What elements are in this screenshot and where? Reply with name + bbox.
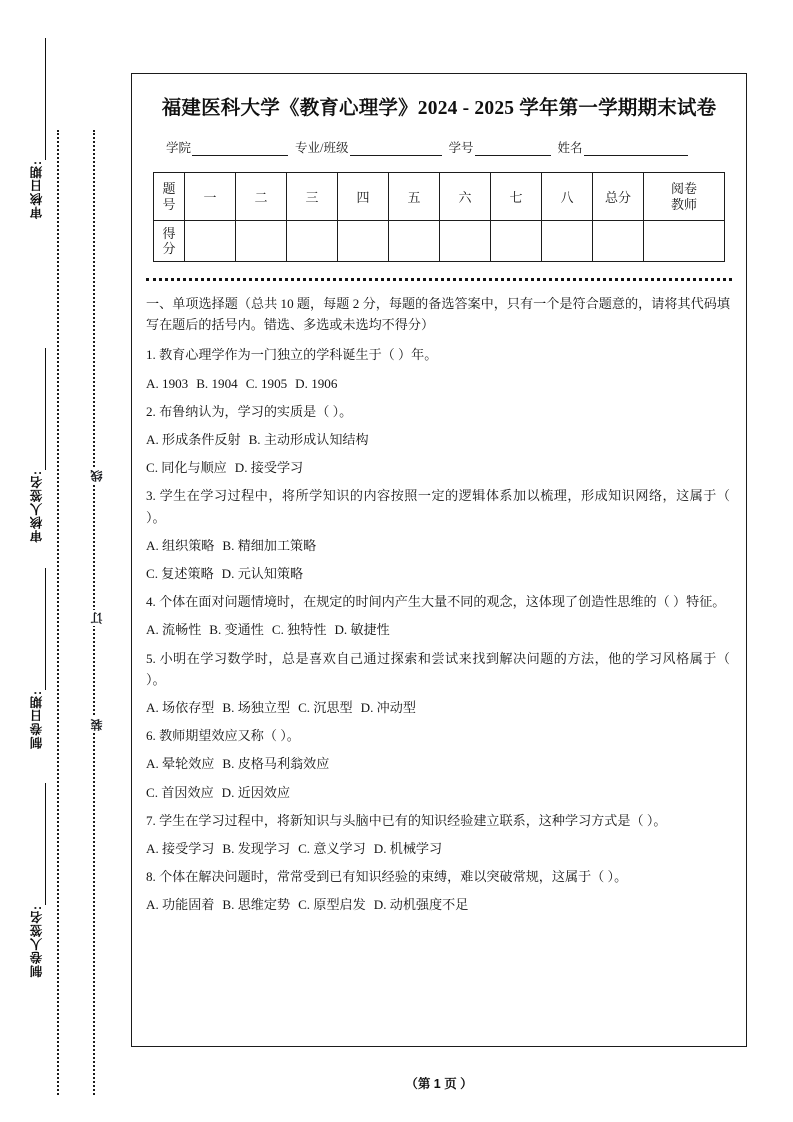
field-student-id — [449, 138, 551, 156]
option-choice[interactable] — [222, 785, 290, 800]
option-choice[interactable] — [146, 841, 214, 856]
option-text: 首因效应 — [161, 784, 214, 800]
score-table-col-2: 二 — [236, 173, 287, 221]
score-table-col-6: 六 — [440, 173, 491, 221]
score-table-row-label-questions — [154, 173, 185, 221]
field-student-name-input[interactable] — [584, 142, 688, 156]
option-text: 敏捷性 — [350, 622, 390, 638]
score-summary-table — [153, 172, 725, 262]
option-key: B. — [222, 897, 235, 913]
score-cell-1[interactable] — [185, 221, 236, 262]
table-row-scores — [154, 221, 725, 262]
field-college-label: 学院 — [166, 141, 192, 155]
option-text: 1903 — [162, 375, 189, 391]
option-text: 主动形成认知结构 — [263, 432, 369, 448]
option-choice[interactable] — [146, 622, 201, 637]
option-text: 形成条件反射 — [162, 432, 241, 448]
question-option-row — [146, 373, 730, 394]
option-text: 接受学习 — [162, 841, 215, 857]
option-text: 功能固着 — [162, 897, 215, 913]
option-key: B. — [196, 375, 209, 391]
score-cell-total[interactable] — [593, 221, 644, 262]
option-key: A. — [146, 897, 159, 913]
margin-label-4: 制卷人签名: — [30, 905, 44, 978]
score-cell-4[interactable] — [338, 221, 389, 262]
option-text: 原型启发 — [313, 897, 366, 913]
score-table-col-4: 四 — [338, 173, 389, 221]
score-table-col-5: 五 — [389, 173, 440, 221]
option-key: D. — [221, 784, 235, 800]
option-choice[interactable] — [222, 566, 303, 581]
option-key: D. — [234, 460, 248, 476]
option-key: B. — [209, 622, 222, 638]
option-text: 皮格马利翁效应 — [237, 756, 330, 772]
question-stem: 1. 教育心理学作为一门独立的学科诞生于（ ）年。 — [146, 347, 438, 363]
score-cell-7[interactable] — [491, 221, 542, 262]
option-key: D. — [221, 566, 235, 582]
margin-signature-rule-3 — [45, 568, 46, 690]
option-key: B. — [222, 537, 235, 553]
margin-signature-rule-2 — [45, 348, 46, 470]
option-text: 1906 — [311, 375, 338, 391]
option-key: C. — [298, 700, 311, 716]
question-option-row — [146, 429, 730, 450]
option-choice[interactable] — [246, 376, 287, 391]
option-choice[interactable] — [146, 460, 227, 475]
option-choice[interactable] — [146, 897, 214, 912]
option-key: C. — [245, 375, 258, 391]
question-option-row — [146, 753, 730, 774]
field-student-name — [558, 138, 688, 156]
fold-mark-char-3: 装 — [90, 719, 104, 731]
option-choice[interactable] — [374, 897, 469, 912]
option-text: 意义学习 — [313, 841, 366, 857]
option-text: 独特性 — [287, 622, 327, 638]
option-text: 机械学习 — [389, 841, 443, 857]
option-choice[interactable] — [272, 622, 327, 637]
binding-margin — [0, 0, 120, 1122]
option-key: B. — [222, 756, 235, 772]
option-choice[interactable] — [295, 376, 337, 391]
option-text: 组织策略 — [162, 537, 215, 553]
option-choice[interactable] — [146, 785, 214, 800]
option-text: 同化与顺应 — [161, 460, 227, 476]
option-text: 冲动型 — [376, 700, 416, 716]
option-text: 1904 — [211, 375, 238, 391]
option-choice[interactable] — [361, 700, 416, 715]
questions-container — [146, 344, 730, 915]
question-option-row — [146, 535, 730, 556]
option-key: A. — [146, 537, 159, 553]
option-choice[interactable] — [222, 897, 290, 912]
option-key: A. — [146, 375, 159, 391]
option-key: C. — [271, 622, 284, 638]
option-key: D. — [373, 897, 387, 913]
score-cell-marker[interactable] — [644, 221, 725, 262]
option-choice[interactable] — [222, 700, 290, 715]
option-choice[interactable] — [235, 460, 303, 475]
option-text: 场独立型 — [237, 700, 291, 716]
page-title: 福建医科大学《教育心理学》2024 - 2025 学年第一学期期末试卷 — [161, 98, 717, 119]
option-text: 接受学习 — [250, 460, 304, 476]
option-key: C. — [298, 841, 311, 857]
option-key: A. — [146, 841, 159, 857]
option-text: 复述策略 — [161, 566, 214, 582]
question-option-row — [146, 457, 730, 478]
marker-label-line1: 阅卷 — [670, 181, 697, 197]
question-option-row — [146, 782, 730, 803]
option-key: D. — [360, 700, 374, 716]
option-key: C. — [146, 566, 159, 582]
option-text: 场依存型 — [162, 700, 215, 716]
score-cell-6[interactable] — [440, 221, 491, 262]
option-choice[interactable] — [146, 432, 241, 447]
option-text: 发现学习 — [237, 841, 291, 857]
option-key: C. — [146, 784, 159, 800]
option-text: 近因效应 — [237, 784, 291, 800]
question-option-row — [146, 697, 730, 718]
margin-signature-rule-4 — [45, 783, 46, 905]
field-student-id-label: 学号 — [448, 141, 474, 155]
score-cell-5[interactable] — [389, 221, 440, 262]
option-key: B. — [222, 841, 235, 857]
option-choice[interactable] — [146, 376, 188, 391]
field-student-id-input[interactable] — [475, 142, 551, 156]
question-stem: 3. 学生在学习过程中，将所学知识的内容按照一定的逻辑体系加以梳理，形成知识网络，这属于（ ）。 — [146, 488, 730, 525]
question-stem: 4. 个体在面对问题情境时，在规定的时间内产生大量不同的观念，这体现了创造性思维的（ ）特征。 — [146, 594, 726, 610]
page-number-label: （第 1 页 ） — [405, 1077, 473, 1091]
option-text: 晕轮效应 — [162, 756, 215, 772]
option-key: A. — [146, 756, 159, 772]
field-college — [166, 138, 288, 156]
option-key: D. — [334, 622, 348, 638]
question-stem: 7. 学生在学习过程中，将新知识与头脑中已有的知识经验建立联系，这种学习方式是（ ）。 — [146, 812, 667, 828]
option-choice[interactable] — [298, 700, 353, 715]
option-text: 动机强度不足 — [389, 897, 469, 913]
score-cell-8[interactable] — [542, 221, 593, 262]
option-choice[interactable] — [209, 622, 264, 637]
marker-label-line2: 教师 — [670, 196, 697, 212]
margin-signature-rule-1 — [45, 38, 46, 160]
field-major-class-label: 专业/班级 — [295, 141, 349, 155]
option-choice[interactable] — [298, 897, 366, 912]
option-text: 1905 — [260, 375, 288, 391]
question-option-row — [146, 838, 730, 859]
option-choice[interactable] — [146, 566, 214, 581]
option-text: 沉思型 — [313, 700, 353, 716]
label-char-3: 得 — [162, 225, 176, 241]
option-key: B. — [222, 700, 235, 716]
option-text: 元认知策略 — [237, 566, 304, 582]
field-major-class — [295, 138, 441, 156]
option-key: D. — [373, 841, 387, 857]
option-key: A. — [146, 432, 159, 448]
option-choice[interactable] — [196, 376, 237, 391]
score-table-col-3: 三 — [287, 173, 338, 221]
option-key: A. — [146, 700, 159, 716]
table-row-question-numbers — [154, 173, 725, 221]
score-table-col-1: 一 — [185, 173, 236, 221]
fold-dotted-line-outer — [57, 130, 59, 1095]
student-identity-fields — [166, 138, 728, 156]
label-char-4: 分 — [162, 241, 176, 256]
score-table-col-7: 七 — [491, 173, 542, 221]
option-text: 流畅性 — [162, 622, 202, 638]
question-stem: 8. 个体在解决问题时，常常受到已有知识经验的束缚，难以突破常规，这属于（ ）。 — [146, 869, 628, 885]
dotted-section-divider — [146, 278, 732, 281]
option-key: C. — [298, 897, 311, 913]
question-stem: 2. 布鲁纳认为，学习的实质是（ ）。 — [146, 403, 353, 419]
option-choice[interactable] — [146, 700, 214, 715]
exam-paper-frame — [131, 73, 747, 1047]
option-text: 思维定势 — [237, 897, 291, 913]
score-cell-3[interactable] — [287, 221, 338, 262]
score-table-col-8: 八 — [542, 173, 593, 221]
field-major-class-input[interactable] — [350, 142, 442, 156]
margin-label-2: 审核人签名: — [30, 470, 44, 543]
option-text: 精细加工策略 — [237, 537, 317, 553]
option-choice[interactable] — [334, 622, 389, 637]
option-key: C. — [146, 460, 159, 476]
fold-mark-char-2: 订 — [90, 612, 104, 624]
option-choice[interactable] — [222, 538, 316, 553]
score-cell-2[interactable] — [236, 221, 287, 262]
option-choice[interactable] — [146, 756, 214, 771]
option-choice[interactable] — [374, 841, 442, 856]
margin-label-3: 制卷日期: — [30, 690, 44, 750]
label-char-1: 题 — [162, 181, 176, 197]
question-list — [146, 293, 730, 916]
score-table-row-label-scores — [154, 221, 185, 262]
question-stem: 6. 教师期望效应又称（ ）。 — [146, 728, 300, 744]
question-stem: 5. 小明在学习数学时，总是喜欢自己通过探索和尝试来找到解决问题的方法，他的学习风格属于（ ）。 — [146, 650, 730, 687]
option-key: D. — [295, 375, 308, 391]
option-key: A. — [146, 622, 159, 638]
score-table-col-total: 总分 — [593, 173, 644, 221]
margin-label-1: 审核日期: — [30, 160, 44, 220]
option-choice[interactable] — [222, 841, 290, 856]
page-footer — [131, 1074, 747, 1092]
option-choice[interactable] — [298, 841, 366, 856]
field-college-input[interactable] — [192, 142, 288, 156]
question-option-row — [146, 894, 730, 915]
score-table-col-marker — [644, 173, 725, 221]
question-option-row — [146, 563, 730, 584]
option-key: B. — [248, 432, 261, 448]
question-option-row — [146, 619, 730, 640]
section-instruction: 一、单项选择题（总共 10 题，每题 2 分，每题的备选答案中，只有一个是符合题意的，请将其代码填写在题后的括号内。错选、多选或未选均不得分） — [146, 296, 730, 333]
label-char-2: 号 — [162, 196, 176, 212]
field-student-name-label: 姓名 — [557, 141, 583, 155]
option-choice[interactable] — [146, 538, 214, 553]
option-choice[interactable] — [222, 756, 329, 771]
option-choice[interactable] — [249, 432, 369, 447]
option-text: 变通性 — [224, 622, 264, 638]
fold-mark-char-1: 线 — [90, 470, 104, 482]
